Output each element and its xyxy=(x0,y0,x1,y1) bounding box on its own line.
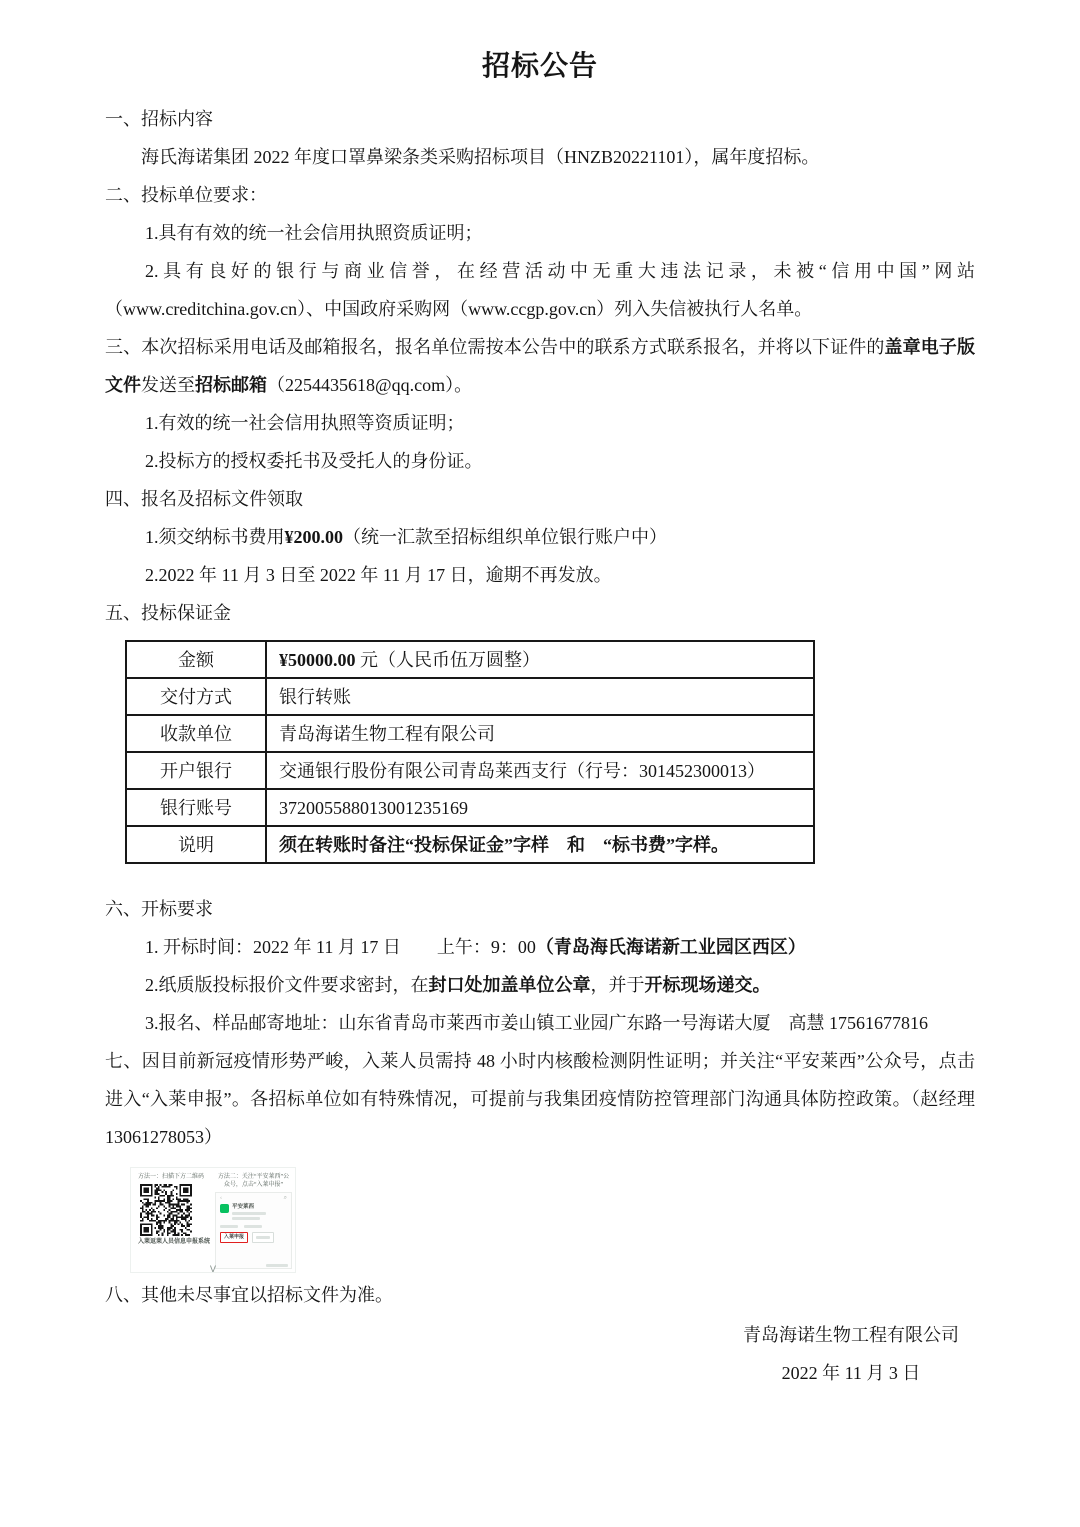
row-label: 收款单位 xyxy=(126,715,266,752)
section-4-text: （统一汇款至招标组织单位银行账户中） xyxy=(343,527,667,547)
row-value: 须在转账时备注“投标保证金”字样 和 “标书费”字样。 xyxy=(266,826,814,863)
section-2-heading: 二、投标单位要求： xyxy=(105,185,267,205)
wechat-menu-row xyxy=(220,1223,287,1228)
row-label: 交付方式 xyxy=(126,678,266,715)
text-placeholder-bar xyxy=(232,1217,260,1220)
section-2-item-1: 1.具有有效的统一社会信用执照资质证明； xyxy=(145,223,483,243)
section-5-heading: 五、投标保证金 xyxy=(105,603,231,623)
section-4-item-1 xyxy=(105,518,975,556)
section-1-body: 海氏海诺集团 2022 年度口罩鼻梁条类采购招标项目（HNZB20221101），属年度招标。 xyxy=(141,147,820,167)
chevron-down-icon: ᐯ xyxy=(209,1264,217,1274)
text-placeholder-bar xyxy=(220,1225,238,1228)
row-value: 青岛海诺生物工程有限公司 xyxy=(266,715,814,752)
stamped-e-file-emphasis: 盖章电子版文件 xyxy=(105,337,976,395)
section-3-item-1: 1.有效的统一社会信用执照等资质证明； xyxy=(145,413,465,433)
wechat-nav-bar xyxy=(220,1195,287,1202)
wechat-account-row xyxy=(220,1204,287,1220)
bid-opening-time: 1. 开标时间：2022 年 11 月 17 日 上午：9：00 xyxy=(145,937,536,957)
qr-code-image xyxy=(140,1184,192,1236)
section-6-item-1 xyxy=(105,928,975,966)
bid-opening-location: （青岛海氏海诺新工业园区西区） xyxy=(535,937,806,957)
table-row-bank xyxy=(126,752,814,789)
section-6-item-2 xyxy=(105,966,975,1004)
seal-requirement-emphasis: 封口处加盖单位公章 xyxy=(428,975,591,995)
method-2-label: 方法二：关注“平安莱西”公众号，点击“入莱申报” xyxy=(217,1174,290,1188)
tender-email-address: （2254435618@qq.com）。 xyxy=(267,375,473,395)
entry-report-instruction-image xyxy=(131,1168,295,1272)
document-fee-amount: ¥200.00 xyxy=(284,527,343,547)
section-3-text: 发送至 xyxy=(141,375,195,395)
section-4-text: 1.须交纳标书费用 xyxy=(145,527,285,547)
section-3-text: 三、本次招标采用电话及邮箱报名，报名单位需按本公告中的联系方式联系报名，并将以下证件的 xyxy=(105,337,885,357)
section-7-paragraph: 七、因目前新冠疫情形势严峻，入莱人员需持 48 小时内核酸检测阴性证明；并关注“平安莱西”公众号，点击进入“入莱申报”。各招标单位如有特殊情况，可提前与我集团疫情防控管理部门沟通具体防控政策。（赵经理 13061278053） xyxy=(105,1051,975,1147)
section-3-item-2: 2.投标方的授权委托书及受托人的身份证。 xyxy=(145,451,483,471)
signature-date: 2022 年 11 月 3 日 xyxy=(781,1363,921,1383)
secondary-button xyxy=(252,1232,274,1243)
section-3-paragraph xyxy=(105,328,975,404)
onsite-delivery-emphasis: 开标现场递交。 xyxy=(644,975,771,995)
bond-amount-words: 元（人民币伍万圆整） xyxy=(355,649,540,670)
qr-method-1-column xyxy=(138,1173,210,1269)
text-placeholder-bar xyxy=(232,1212,266,1215)
section-8-heading: 八、其他未尽事宜以招标文件为准。 xyxy=(105,1285,393,1305)
bond-amount: ¥50000.00 xyxy=(279,649,356,670)
section-6-text: 2.纸质版投标报价文件要求密封，在 xyxy=(145,975,429,995)
table-row-note xyxy=(126,826,814,863)
qr-caption: 入莱返莱人员信息申报系统 xyxy=(138,1239,211,1245)
signature-company: 青岛海诺生物工程有限公司 xyxy=(743,1325,959,1345)
wechat-account-meta xyxy=(232,1204,266,1220)
wechat-buttons-row xyxy=(220,1232,287,1243)
row-label: 说明 xyxy=(126,826,266,863)
section-6-heading: 六、开标要求 xyxy=(105,899,213,919)
section-1-heading: 一、招标内容 xyxy=(105,109,213,129)
row-label: 银行账号 xyxy=(126,789,266,826)
row-value: 交通银行股份有限公司青岛莱西支行（行号：301452300013） xyxy=(266,752,814,789)
text-placeholder-bar xyxy=(256,1236,270,1239)
table-row-payee xyxy=(126,715,814,752)
wechat-account-avatar xyxy=(220,1204,229,1213)
section-6-item-3: 3.报名、样品邮寄地址：山东省青岛市莱西市姜山镇工业园广东路一号海诺大厦 高慧 17561677816 xyxy=(145,1013,928,1033)
entry-report-button-highlighted: 入莱申报 xyxy=(220,1232,248,1243)
section-2-item-2: 2.具有良好的银行与商业信誉，在经营活动中无重大违法记录，未被“信用中国”网站（www.creditchina.gov.cn）、中国政府采购网（www.ccgp.gov.cn）列入失信被执行人名单。 xyxy=(105,261,975,319)
table-row-amount xyxy=(126,641,814,678)
table-row-account-number xyxy=(126,789,814,826)
signature-block xyxy=(743,1316,959,1392)
row-value: 银行转账 xyxy=(266,678,814,715)
row-label: 金额 xyxy=(126,641,266,678)
search-icon: ⌕ xyxy=(283,1195,287,1201)
row-value xyxy=(266,641,814,678)
section-4-heading: 四、报名及招标文件领取 xyxy=(105,489,303,509)
row-label: 开户银行 xyxy=(126,752,266,789)
section-6-text: ，并于 xyxy=(590,975,645,995)
method-1-label: 方法一：扫描下方二维码 xyxy=(138,1174,205,1180)
row-value: 372005588013001235169 xyxy=(266,789,814,826)
bid-bond-table xyxy=(125,640,815,864)
page-title: 招标公告 xyxy=(481,51,598,82)
wechat-account-name: 平安莱西 xyxy=(232,1204,255,1210)
tender-mailbox-emphasis: 招标邮箱 xyxy=(195,375,267,395)
qr-method-2-column xyxy=(210,1173,292,1269)
wechat-screenshot xyxy=(215,1192,292,1269)
table-row-payment-method xyxy=(126,678,814,715)
text-placeholder-bar xyxy=(266,1264,288,1267)
text-placeholder-bar xyxy=(244,1225,262,1228)
back-icon: ‹ xyxy=(220,1195,222,1201)
section-4-item-2: 2.2022 年 11 月 3 日至 2022 年 11 月 17 日，逾期不再发放。 xyxy=(145,565,612,585)
